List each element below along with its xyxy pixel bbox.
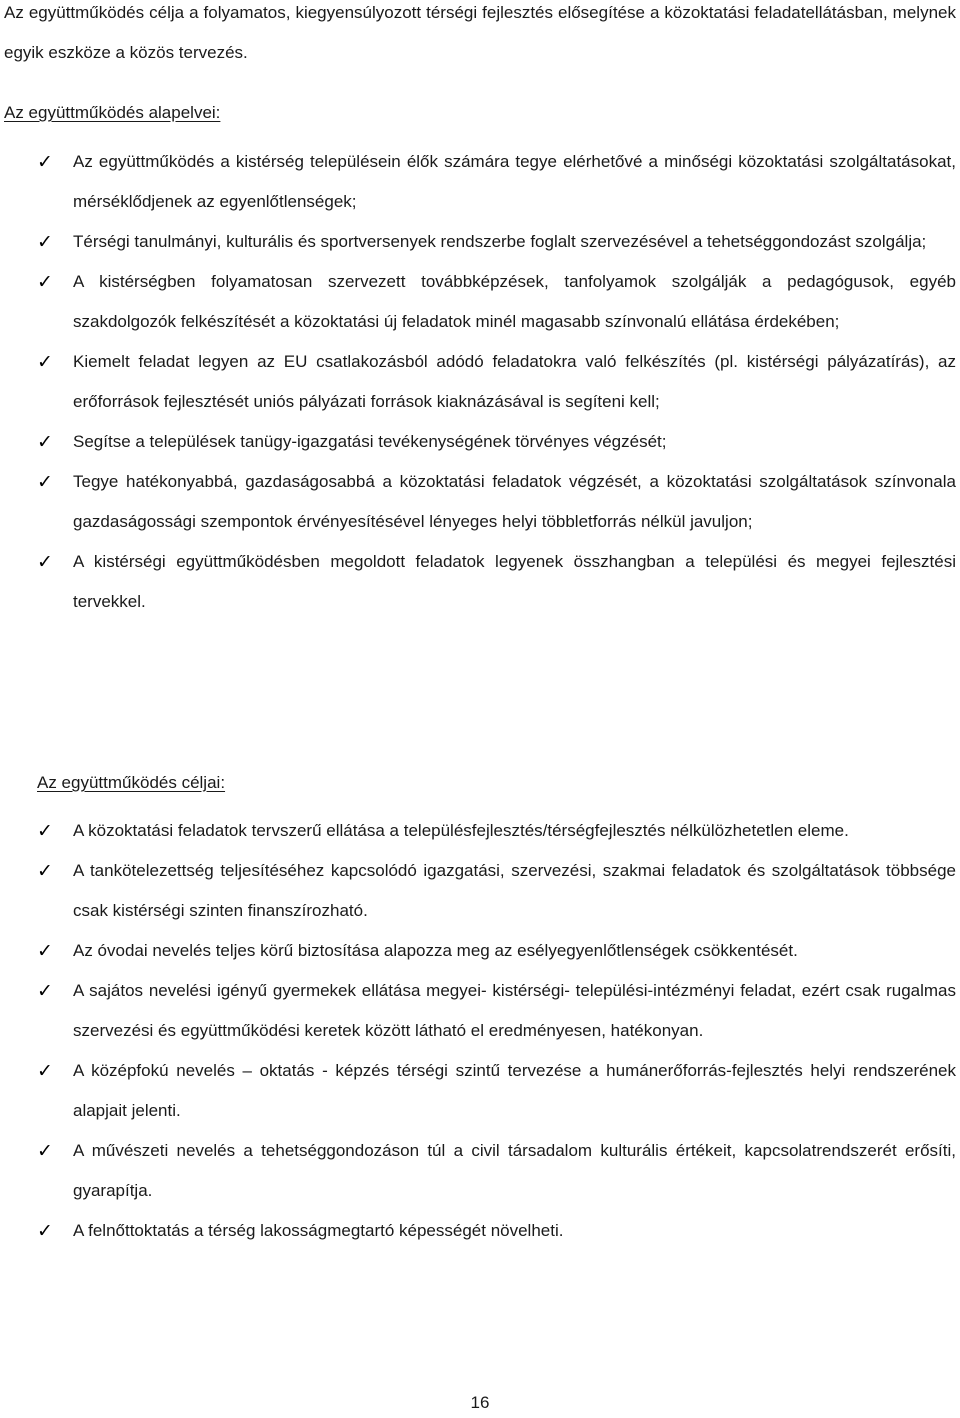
principles-heading: Az együttműködés alapelvei: xyxy=(4,103,221,122)
list-item xyxy=(0,142,960,222)
principles-list xyxy=(0,142,960,622)
list-item-text: A középfokú nevelés – oktatás - képzés térségi szintű tervezése a humánerőforrás-fejlesztés helyi rendszerének alapjait jelenti. xyxy=(73,1061,956,1120)
checkmark-icon: ✓ xyxy=(37,351,53,373)
list-item xyxy=(0,931,960,971)
checkmark-icon: ✓ xyxy=(37,271,53,293)
list-item-text: A felnőttoktatás a térség lakosságmegtartó képességét növelheti. xyxy=(73,1221,564,1240)
list-item-text: Az óvodai nevelés teljes körű biztosítása alapozza meg az esélyegyenlőtlenségek csökkentését. xyxy=(73,941,798,960)
checkmark-icon: ✓ xyxy=(37,431,53,453)
list-item xyxy=(0,542,960,622)
list-item xyxy=(0,971,960,1051)
list-item xyxy=(0,851,960,931)
checkmark-icon: ✓ xyxy=(37,940,53,962)
list-item-text: Térségi tanulmányi, kulturális és sportversenyek rendszerbe foglalt szervezésével a tehetséggondozást szolgálja; xyxy=(73,232,927,251)
list-item xyxy=(0,262,960,342)
checkmark-icon: ✓ xyxy=(37,980,53,1002)
list-item-text: Tegye hatékonyabbá, gazdaságosabbá a közoktatási feladatok végzését, a közoktatási szolgáltatások színvonala gazdaságossági szempontok érvényesítésével lényeges helyi többletforrás nélkül javuljon; xyxy=(73,472,956,531)
list-item xyxy=(0,1211,960,1251)
list-item xyxy=(0,1131,960,1211)
checkmark-icon: ✓ xyxy=(37,860,53,882)
list-item xyxy=(0,1051,960,1131)
list-item-text: A kistérségi együttműködésben megoldott feladatok legyenek összhangban a települési és megyei fejlesztési tervekkel. xyxy=(73,552,956,611)
list-item-text: A kistérségben folyamatosan szervezett továbbképzések, tanfolyamok szolgálják a pedagógusok, egyéb szakdolgozók felkészítését a közoktatási új feladatok minél magasabb színvonalú ellátása érdekében; xyxy=(73,272,956,331)
list-item-text: Kiemelt feladat legyen az EU csatlakozásból adódó feladatokra való felkészítés (pl. kistérségi pályázatírás), az erőforrások fejlesztését uniós pályázati források kiaknázásával is segíteni kell; xyxy=(73,352,956,411)
list-item xyxy=(0,462,960,542)
checkmark-icon: ✓ xyxy=(37,1140,53,1162)
list-item xyxy=(0,342,960,422)
list-item xyxy=(0,811,960,851)
list-item-text: A művészeti nevelés a tehetséggondozáson túl a civil társadalom kulturális értékeit, kapcsolatrendszerét erősíti, gyarapítja. xyxy=(73,1141,956,1200)
checkmark-icon: ✓ xyxy=(37,231,53,253)
list-item-text: Segítse a települések tanügy-igazgatási tevékenységének törvényes végzését; xyxy=(73,432,667,451)
page-number: 16 xyxy=(470,1393,490,1412)
list-item-text: A közoktatási feladatok tervszerű ellátása a településfejlesztés/térségfejlesztés nélkülözhetetlen eleme. xyxy=(73,821,849,840)
list-item xyxy=(0,422,960,462)
checkmark-icon: ✓ xyxy=(37,1220,53,1242)
intro-paragraph: Az együttműködés célja a folyamatos, kiegyensúlyozott térségi fejlesztés elősegítése a közoktatási feladatellátásban, melynek egyik eszköze a közös tervezés. xyxy=(4,3,956,62)
list-item xyxy=(0,222,960,262)
checkmark-icon: ✓ xyxy=(37,820,53,842)
checkmark-icon: ✓ xyxy=(37,551,53,573)
list-item-text: A sajátos nevelési igényű gyermekek ellátása megyei- kistérségi- települési-intézményi feladat, ezért csak rugalmas szervezési és együttműködési keretek között látható el eredményesen, hatékonyan. xyxy=(73,981,956,1040)
checkmark-icon: ✓ xyxy=(37,151,53,173)
checkmark-icon: ✓ xyxy=(37,1060,53,1082)
goals-list xyxy=(0,811,960,1251)
goals-heading: Az együttműködés céljai: xyxy=(37,773,226,792)
list-item-text: Az együttműködés a kistérség településein élők számára tegye elérhetővé a minőségi közoktatási szolgáltatásokat, mérséklődjenek az egyenlőtlenségek; xyxy=(73,152,956,211)
checkmark-icon: ✓ xyxy=(37,471,53,493)
list-item-text: A tankötelezettség teljesítéséhez kapcsolódó igazgatási, szervezési, szakmai feladatok és szolgáltatások többsége csak kistérségi szinten finanszírozható. xyxy=(73,861,956,920)
